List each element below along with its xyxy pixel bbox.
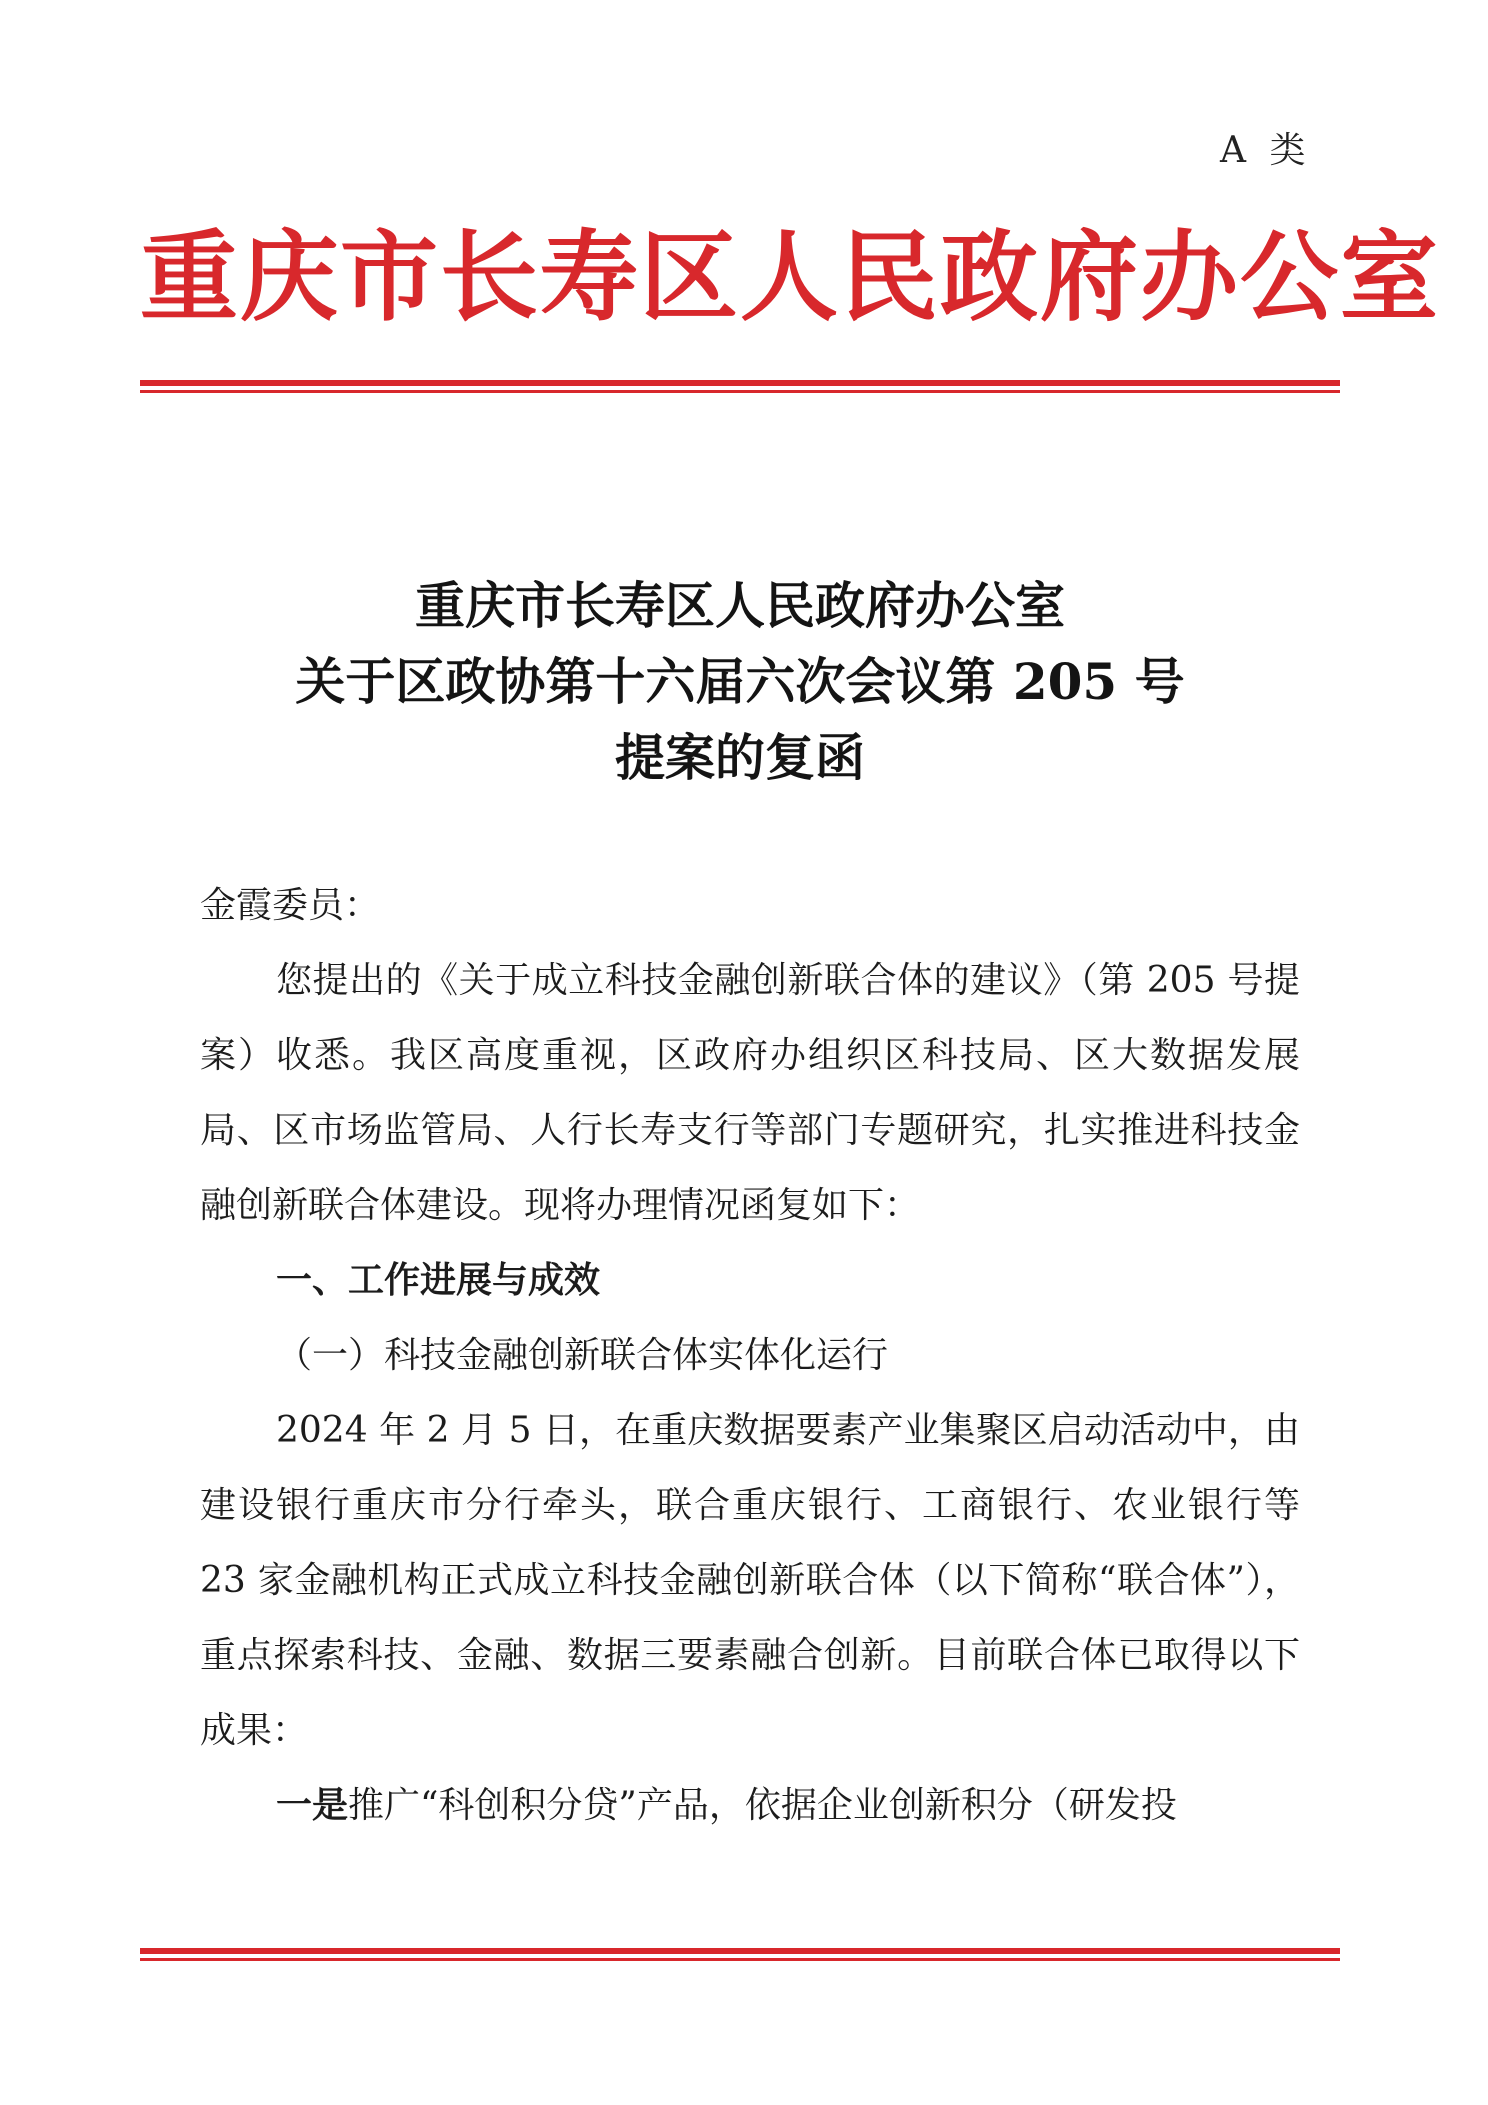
document-body: [200, 868, 1300, 1843]
section-heading: 一、工作进展与成效: [276, 1260, 601, 1301]
red-divider-bottom: [140, 1948, 1340, 1961]
title-line-2: 关于区政协第十六届六次会议第 205 号: [295, 652, 1185, 711]
red-divider-top: [140, 380, 1340, 393]
title-line-3: 提案的复函: [615, 728, 865, 787]
paragraph-progress: 2024 年 2 月 5 日，在重庆数据要素产业集聚区启动活动中，由建设银行重庆市分行牵头，联合重庆银行、工商银行、农业银行等 23 家金融机构正式成立科技金融创新联合体（以下简称“联合体”），重点探索科技、金融、数据三要素融合创新。目前联合体已取得以下成果：: [200, 1410, 1300, 1751]
classification-label: A 类: [1220, 130, 1312, 171]
issuing-organization-header: 重庆市长寿区人民政府办公室: [140, 221, 1441, 335]
paragraph-intro: 您提出的《关于成立科技金融创新联合体的建议》（第 205 号提案）收悉。我区高度重视，区政府办组织区科技局、区大数据发展局、区市场监管局、人行长寿支行等部门专题研究，扎实推进科技金融创新联合体建设。现将办理情况函复如下：: [200, 960, 1300, 1226]
first-result-lead: 一是: [276, 1784, 349, 1826]
paragraph-first-result: [200, 1768, 1300, 1843]
title-line-1: 重庆市长寿区人民政府办公室: [415, 576, 1065, 635]
first-result-text: 推广“科创积分贷”产品，依据企业创新积分（研发投: [348, 1785, 1177, 1826]
document-title: [140, 568, 1340, 796]
subsection-heading: （一）科技金融创新联合体实体化运行: [276, 1335, 889, 1376]
salutation: 金霞委员：: [200, 885, 381, 926]
